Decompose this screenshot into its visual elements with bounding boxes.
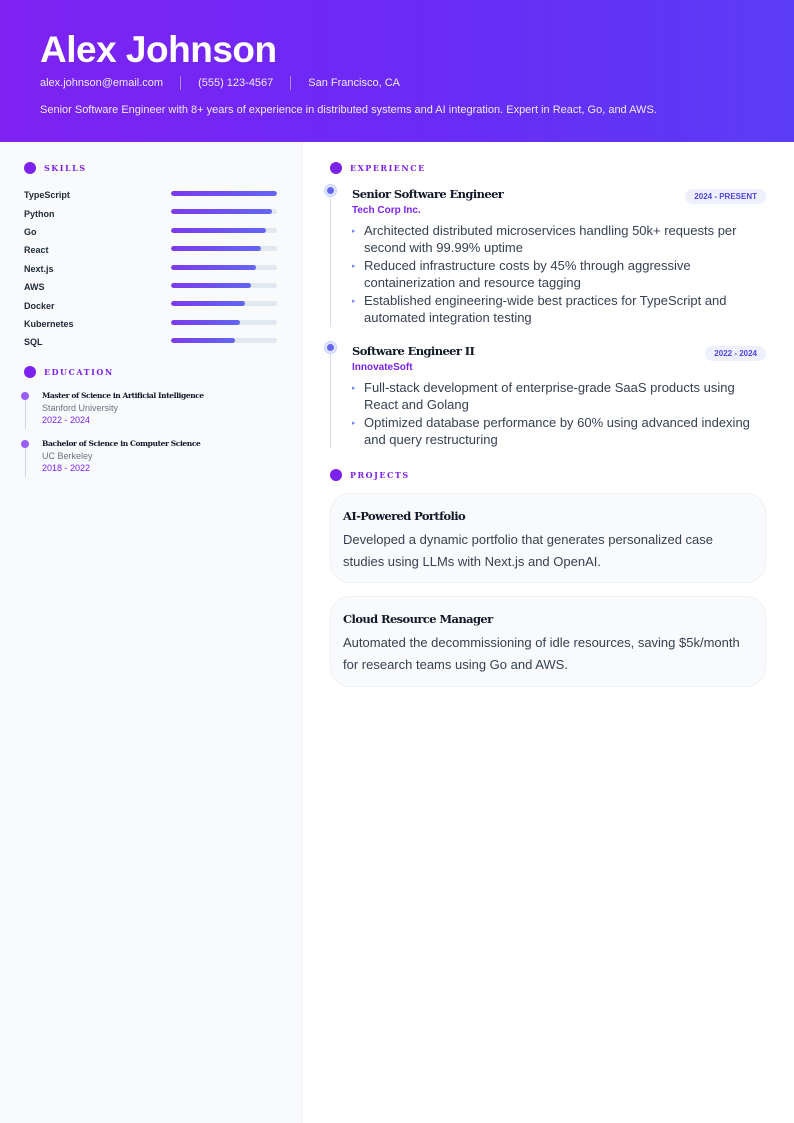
education-school: Stanford University xyxy=(42,403,119,413)
skill-bar-fill xyxy=(171,209,272,214)
timeline-line xyxy=(330,191,331,327)
job-title: Senior Software Engineer xyxy=(352,187,504,201)
job-date-badge: 2024 - PRESENT xyxy=(685,189,766,204)
skill-bar-fill xyxy=(171,246,261,251)
education-years: 2018 - 2022 xyxy=(42,463,91,473)
skills-list xyxy=(24,186,277,352)
education-years: 2022 - 2024 xyxy=(42,415,91,425)
education-school: UC Berkeley xyxy=(42,451,93,461)
education-degree: Bachelor of Science in Computer Science xyxy=(42,439,201,448)
bullet-item: ▸ Optimized database performance by 60% using advanced indexing and query restructuring xyxy=(352,415,750,447)
section-dot-icon xyxy=(330,469,342,481)
phone-number: (555) 123-4567 xyxy=(198,77,274,89)
location: San Francisco, CA xyxy=(308,77,400,89)
triangle-bullet-icon: ▸ xyxy=(352,228,356,235)
project-description: Developed a dynamic portfolio that generates personalized case studies using LLMs with Next.js and OpenAI. xyxy=(343,532,714,569)
skill-bar-fill xyxy=(171,283,251,288)
section-dot-icon xyxy=(24,366,36,378)
skill-bar xyxy=(171,191,277,196)
skill-item: Python xyxy=(24,204,277,222)
triangle-bullet-icon: ▸ xyxy=(352,298,356,305)
skill-item: SQL xyxy=(24,333,277,351)
candidate-name: Alex Johnson xyxy=(40,29,277,70)
job-company: InnovateSoft xyxy=(352,362,413,373)
job-bullets xyxy=(352,380,768,450)
experience-heading: EXPERIENCE xyxy=(330,161,426,175)
skill-item: Go xyxy=(24,223,277,241)
project-name: AI-Powered Portfolio xyxy=(343,509,466,523)
project-name: Cloud Resource Manager xyxy=(343,612,493,626)
bullet-item: ▸ Reduced infrastructure costs by 45% through aggressive containerization and resource tagging xyxy=(352,258,691,290)
timeline-dot-icon xyxy=(325,342,336,353)
contact-info xyxy=(40,75,400,91)
skill-bar xyxy=(171,301,277,306)
triangle-bullet-icon: ▸ xyxy=(352,263,356,270)
timeline-dot-icon xyxy=(21,440,29,448)
project-card xyxy=(330,493,766,583)
timeline-line xyxy=(330,348,331,448)
skill-item: Next.js xyxy=(24,260,277,278)
timeline-dot-icon xyxy=(325,185,336,196)
contact-divider xyxy=(180,76,181,90)
timeline-line xyxy=(25,400,26,429)
resume-header xyxy=(0,0,794,142)
project-card xyxy=(330,596,766,687)
job-company: Tech Corp Inc. xyxy=(352,205,421,216)
skill-bar xyxy=(171,228,277,233)
contact-divider xyxy=(290,76,291,90)
timeline-line xyxy=(25,448,26,477)
skills-heading: SKILLS xyxy=(24,161,87,175)
skill-item: TypeScript xyxy=(24,186,277,204)
education-list xyxy=(20,390,290,486)
skill-item: AWS xyxy=(24,278,277,296)
bullet-item: ▸ Architected distributed microservices handling 50k+ requests per second with 99.99% uptime xyxy=(352,223,737,255)
skill-bar xyxy=(171,338,277,343)
skill-bar-fill xyxy=(171,301,245,306)
skill-bar xyxy=(171,265,277,270)
job-date-badge: 2022 - 2024 xyxy=(705,346,766,361)
skill-bar-fill xyxy=(171,320,240,325)
email-link[interactable]: alex.johnson@email.com xyxy=(40,77,164,89)
skill-item: React xyxy=(24,241,277,259)
triangle-bullet-icon: ▸ xyxy=(352,420,356,427)
bullet-item: ▸ Established engineering-wide best practices for TypeScript and automated integration testing xyxy=(352,293,727,325)
skill-bar-fill xyxy=(171,338,235,343)
education-item xyxy=(20,438,290,486)
skill-item: Kubernetes xyxy=(24,315,277,333)
job-title: Software Engineer II xyxy=(352,344,475,358)
skill-item: Docker xyxy=(24,296,277,314)
skill-bar xyxy=(171,320,277,325)
bullet-item: ▸ Full-stack development of enterprise-grade SaaS products using React and Golang xyxy=(352,380,735,412)
section-dot-icon xyxy=(24,162,36,174)
education-item xyxy=(20,390,290,438)
education-degree: Master of Science in Artificial Intelligence xyxy=(42,391,204,400)
job-bullets xyxy=(352,223,768,328)
skill-bar xyxy=(171,246,277,251)
skill-bar-fill xyxy=(171,265,256,270)
section-dot-icon xyxy=(330,162,342,174)
education-heading: EDUCATION xyxy=(24,365,114,379)
project-description: Automated the decommissioning of idle resources, saving $5k/month for research teams using Go and AWS. xyxy=(343,635,740,672)
skill-bar xyxy=(171,283,277,288)
timeline-dot-icon xyxy=(21,392,29,400)
projects-heading: PROJECTS xyxy=(330,468,410,482)
skill-bar xyxy=(171,209,277,214)
triangle-bullet-icon: ▸ xyxy=(352,385,356,392)
professional-summary: Senior Software Engineer with 8+ years of experience in distributed systems and AI integration. Expert in React, Go, and AWS. xyxy=(40,104,657,116)
skill-bar-fill xyxy=(171,228,266,233)
skill-bar-fill xyxy=(171,191,277,196)
